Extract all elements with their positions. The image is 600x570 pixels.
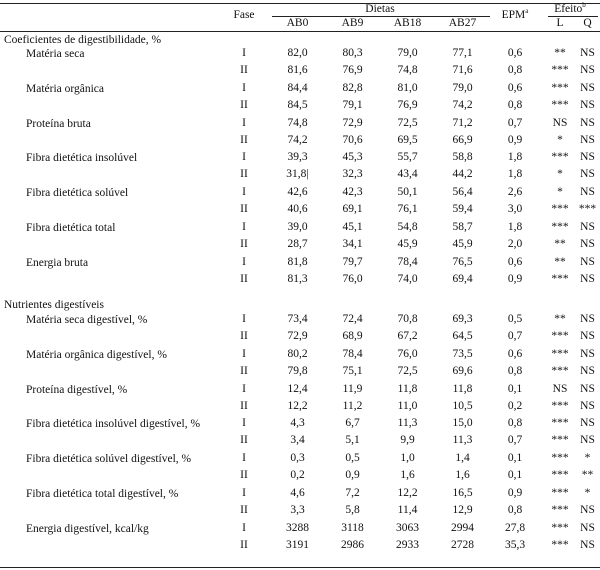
cell-fase: I — [242, 81, 246, 94]
cell-ab18: 1,6 — [400, 469, 415, 482]
cell-epm: 0,7 — [507, 330, 523, 342]
cell-ab18: 54,8 — [397, 221, 418, 233]
cell-ab9: 78,4 — [342, 347, 363, 360]
header-epm: EPM$^a$ — [501, 7, 529, 21]
cell-ab18: 76,9 — [397, 98, 418, 111]
cell-ab27: 2994 — [451, 521, 474, 534]
cell-epm: 0,6 — [507, 255, 523, 268]
cell-fase: II — [240, 399, 248, 412]
cell-ab9: 68,9 — [342, 330, 363, 342]
header-diet-2: AB18 — [393, 17, 422, 29]
cell-ab27: 12,9 — [452, 504, 473, 516]
cell-ab18: 12,2 — [397, 487, 418, 499]
cell-ab27: 71,6 — [452, 64, 473, 76]
cell-ab9: 79,7 — [342, 255, 363, 268]
cell-effect-q: NS — [580, 504, 595, 516]
cell-effect-l: *** — [551, 81, 569, 94]
cell-ab27: 1,4 — [455, 452, 470, 465]
cell-effect-q: * — [584, 487, 591, 499]
cell-fase: I — [242, 151, 246, 164]
cell-ab18: 11,3 — [397, 417, 418, 430]
cell-effect-q: *** — [578, 203, 597, 216]
cell-fase: I — [242, 116, 246, 129]
cell-ab0: 3288 — [286, 521, 309, 534]
cell-effect-l: *** — [551, 203, 569, 216]
bottom-rule — [0, 567, 600, 568]
cell-ab27: 69,3 — [452, 313, 473, 325]
row-label: Fibra dietética insolúvel digestível, % — [26, 418, 201, 431]
cell-effect-q: NS — [580, 81, 595, 94]
cell-ab9: 34,1 — [342, 238, 363, 250]
cell-effect-q: NS — [580, 238, 595, 250]
cell-ab27: 59,4 — [452, 203, 473, 216]
cell-ab9: 76,9 — [342, 64, 363, 76]
cell-ab9: 3118 — [341, 521, 364, 534]
cell-fase: II — [240, 64, 248, 76]
cell-ab0: 12,2 — [287, 399, 308, 412]
cell-epm: 3,0 — [507, 203, 523, 216]
cell-effect-q: NS — [580, 255, 595, 268]
cell-ab27: 74,2 — [452, 98, 473, 111]
cell-epm: 0,8 — [507, 504, 523, 516]
cell-effect-l: *** — [551, 221, 569, 233]
cell-ab9: 6,7 — [345, 417, 360, 430]
cell-ab18: 43,4 — [397, 168, 418, 181]
cell-ab27: 58,7 — [452, 221, 473, 233]
section-title: Coeficientes de digestibilidade, % — [4, 34, 162, 46]
cell-ab0: 31,8| — [286, 168, 309, 181]
cell-epm: 0,1 — [507, 382, 523, 395]
cell-ab0: 39,3 — [287, 151, 308, 164]
cell-fase: II — [240, 434, 248, 447]
cell-ab0: 81,3 — [287, 272, 308, 285]
cell-effect-l: *** — [551, 151, 569, 164]
cell-ab27: 15,0 — [452, 417, 473, 430]
cell-epm: 0,9 — [507, 272, 523, 285]
cell-fase: II — [240, 330, 248, 342]
cell-ab0: 0,2 — [290, 469, 305, 482]
row-label: Matéria orgânica — [26, 82, 105, 95]
cell-ab27: 10,5 — [452, 399, 473, 412]
cell-fase: II — [240, 272, 248, 285]
cell-ab9: 70,6 — [342, 133, 363, 146]
cell-effect-l: *** — [551, 364, 569, 377]
row-label: Energia digestível, kcal/kg — [26, 522, 149, 535]
cell-fase: II — [240, 168, 248, 181]
header-diet-1: AB9 — [341, 17, 364, 29]
cell-ab0: 4,3 — [290, 417, 305, 430]
row-label: Fibra dietética solúvel — [26, 187, 129, 200]
cell-effect-q: * — [584, 452, 591, 465]
cell-ab27: 76,5 — [452, 255, 473, 268]
cell-ab9: 42,3 — [342, 186, 363, 199]
cell-epm: 0,6 — [507, 81, 523, 94]
cell-ab27: 11,8 — [452, 382, 473, 395]
cell-effect-q: NS — [580, 116, 595, 129]
cell-effect-l: NS — [552, 116, 568, 129]
row-label: Fibra dietética insolúvel — [26, 152, 138, 165]
cell-epm: 0,8 — [507, 364, 523, 377]
cell-effect-l: *** — [551, 399, 569, 412]
cell-ab18: 9,9 — [400, 434, 415, 447]
row-label: Matéria orgânica digestível, % — [26, 348, 167, 361]
cell-fase: I — [242, 521, 246, 534]
cell-effect-q: NS — [580, 347, 595, 360]
cell-fase: II — [240, 504, 248, 516]
cell-ab9: 5,8 — [345, 504, 360, 516]
cell-effect-l: *** — [551, 98, 569, 111]
cell-fase: II — [240, 133, 248, 146]
cell-fase: I — [242, 382, 246, 395]
cell-epm: 0,1 — [507, 452, 523, 465]
cell-ab0: 80,2 — [287, 347, 308, 360]
cell-epm: 0,8 — [507, 64, 523, 76]
cell-ab18: 78,4 — [397, 255, 418, 268]
cell-fase: II — [240, 538, 248, 551]
cell-epm: 0,8 — [507, 417, 523, 430]
row-label: Fibra dietética solúvel digestível, % — [26, 453, 192, 466]
cell-ab27: 2728 — [451, 538, 474, 551]
cell-epm: 2,0 — [507, 238, 523, 250]
cell-effect-q: NS — [580, 64, 595, 76]
row-label: Energia bruta — [26, 256, 89, 269]
cell-effect-l: ** — [554, 255, 566, 268]
cell-epm: 0,5 — [507, 313, 523, 325]
cell-ab9: 0,9 — [345, 469, 360, 482]
cell-ab18: 69,5 — [397, 133, 418, 146]
cell-fase: II — [240, 98, 248, 111]
cell-ab9: 76,0 — [342, 272, 363, 285]
cell-effect-q: NS — [580, 382, 595, 395]
row-label: Proteína digestível, % — [26, 383, 128, 396]
header-effect-q: Q — [583, 17, 592, 29]
row-label: Fibra dietética total — [26, 222, 116, 234]
cell-effect-l: *** — [551, 347, 569, 360]
cell-ab27: 11,3 — [452, 434, 473, 447]
cell-ab9: 32,3 — [342, 168, 363, 181]
cell-effect-l: *** — [551, 538, 569, 551]
cell-effect-l: *** — [551, 417, 569, 430]
cell-epm: 35,3 — [504, 538, 526, 551]
cell-effect-l: * — [557, 133, 563, 146]
cell-ab27: 16,5 — [452, 487, 473, 499]
cell-ab18: 74,0 — [397, 272, 418, 285]
cell-ab18: 74,8 — [397, 64, 418, 76]
cell-effect-q: NS — [580, 313, 595, 325]
cell-ab9: 75,1 — [342, 364, 363, 377]
cell-effect-q: NS — [580, 168, 595, 181]
cell-epm: 0,7 — [507, 434, 523, 447]
cell-ab27: 64,5 — [452, 330, 473, 342]
cell-fase: I — [242, 347, 246, 360]
cell-effect-l: *** — [551, 452, 569, 465]
cell-fase: I — [242, 47, 246, 59]
cell-ab9: 69,1 — [342, 203, 363, 216]
cell-epm: 1,8 — [507, 151, 523, 164]
header-fase: Fase — [233, 9, 255, 21]
cell-fase: I — [242, 417, 246, 430]
cell-ab9: 45,1 — [342, 221, 363, 233]
cell-effect-l: *** — [551, 330, 569, 342]
cell-ab27: 71,2 — [452, 116, 473, 129]
cell-effect-q: NS — [580, 364, 595, 377]
cell-epm: 0,7 — [507, 116, 523, 129]
cell-ab0: 3,4 — [290, 434, 305, 447]
cell-effect-q: NS — [580, 538, 595, 551]
row-label: Proteína bruta — [26, 117, 91, 130]
cell-ab9: 79,1 — [342, 98, 363, 111]
cell-epm: 27,8 — [504, 521, 526, 534]
cell-effect-q: NS — [580, 47, 595, 59]
header-dietas: Dietas — [365, 3, 395, 15]
cell-ab0: 72,9 — [287, 330, 308, 342]
cell-ab18: 2933 — [396, 538, 419, 551]
cell-ab0: 82,0 — [287, 47, 308, 59]
cell-ab18: 11,8 — [397, 382, 418, 395]
cell-ab0: 74,8 — [287, 116, 308, 129]
cell-ab18: 76,0 — [397, 347, 418, 360]
cell-ab18: 50,1 — [397, 186, 418, 199]
cell-ab9: 2986 — [341, 538, 364, 551]
cell-ab0: 84,4 — [287, 81, 308, 94]
cell-effect-q: NS — [580, 133, 595, 146]
cell-ab27: 1,6 — [455, 469, 470, 482]
cell-ab0: 0,3 — [290, 452, 305, 465]
cell-ab0: 42,6 — [287, 186, 308, 199]
header-effect-l: L — [556, 17, 564, 29]
cell-epm: 0,2 — [507, 399, 523, 412]
cell-fase: I — [242, 313, 246, 325]
cell-fase: II — [240, 364, 248, 377]
cell-epm: 0,6 — [507, 47, 523, 59]
header-diet-3: AB27 — [448, 17, 477, 29]
cell-ab27: 44,2 — [452, 168, 473, 181]
cell-effect-q: NS — [580, 272, 595, 285]
cell-ab0: 40,6 — [287, 203, 308, 216]
cell-fase: I — [242, 186, 246, 199]
cell-ab27: 45,9 — [452, 238, 473, 250]
cell-ab9: 45,3 — [342, 151, 363, 164]
cell-epm: 1,8 — [507, 168, 523, 181]
cell-effect-l: *** — [551, 469, 569, 482]
cell-epm: 1,8 — [507, 221, 523, 233]
cell-ab27: 73,5 — [452, 347, 473, 360]
row-label: Fibra dietética total digestível, % — [26, 488, 179, 500]
cell-fase: I — [242, 452, 246, 465]
cell-ab0: 79,8 — [287, 364, 308, 377]
cell-ab18: 11,4 — [397, 504, 418, 516]
cell-ab0: 4,6 — [290, 487, 305, 499]
cell-effect-l: ** — [554, 238, 566, 250]
cell-effect-l: *** — [551, 64, 569, 76]
cell-ab9: 11,2 — [342, 399, 363, 412]
cell-ab18: 11,0 — [397, 399, 418, 412]
cell-ab27: 66,9 — [452, 133, 473, 146]
cell-ab18: 67,2 — [397, 330, 418, 342]
cell-effect-l: NS — [552, 382, 568, 395]
cell-ab18: 1,0 — [400, 452, 415, 465]
cell-ab9: 0,5 — [345, 452, 360, 465]
cell-effect-q: NS — [580, 151, 595, 164]
cell-effect-q: NS — [580, 399, 595, 412]
cell-fase: II — [240, 238, 248, 250]
row-label: Matéria seca — [26, 48, 85, 60]
cell-effect-q: NS — [580, 221, 595, 233]
cell-effect-q: NS — [580, 434, 595, 447]
cell-ab18: 70,8 — [397, 313, 418, 325]
cell-effect-q: ** — [581, 469, 594, 482]
cell-ab0: 81,8 — [287, 255, 308, 268]
cell-ab9: 82,8 — [342, 81, 363, 94]
cell-ab0: 39,0 — [287, 221, 308, 233]
cell-ab0: 12,4 — [287, 382, 308, 395]
cell-epm: 0,1 — [507, 469, 523, 482]
cell-ab27: 79,0 — [452, 81, 473, 94]
cell-ab27: 58,8 — [452, 151, 473, 164]
cell-effect-q: NS — [580, 98, 595, 111]
cell-fase: I — [242, 487, 246, 499]
cell-fase: II — [240, 469, 248, 482]
cell-ab9: 5,1 — [345, 434, 360, 447]
cell-effect-q: NS — [580, 330, 595, 342]
cell-effect-q: NS — [580, 417, 595, 430]
cell-ab9: 80,3 — [342, 47, 363, 59]
header-rule — [0, 31, 600, 32]
header-diet-0: AB0 — [286, 17, 309, 29]
cell-ab27: 77,1 — [452, 47, 473, 59]
cell-ab18: 72,5 — [397, 116, 418, 129]
cell-epm: 0,6 — [507, 347, 523, 360]
cell-effect-l: * — [557, 168, 563, 181]
cell-ab0: 84,5 — [287, 98, 308, 111]
cell-epm: 0,9 — [507, 487, 523, 499]
cell-fase: I — [242, 255, 246, 268]
cell-ab27: 69,6 — [452, 364, 473, 377]
cell-effect-q: NS — [580, 186, 595, 199]
section-title: Nutrientes digestíveis — [4, 299, 104, 311]
cell-ab18: 3063 — [396, 521, 419, 534]
cell-ab0: 81,6 — [287, 64, 308, 76]
cell-effect-q: NS — [580, 521, 595, 534]
cell-ab18: 72,5 — [397, 364, 418, 377]
cell-ab18: 76,1 — [397, 203, 418, 216]
cell-effect-l: ** — [554, 47, 566, 59]
cell-ab0: 73,4 — [287, 313, 308, 325]
cell-fase: I — [242, 221, 246, 233]
cell-epm: 0,8 — [507, 98, 523, 111]
cell-ab9: 7,2 — [345, 487, 360, 499]
cell-ab0: 3191 — [286, 538, 309, 551]
row-label: Matéria seca digestível, % — [26, 314, 148, 326]
header-efeito: Efeito$^b$ — [554, 1, 586, 15]
cell-ab18: 55,7 — [397, 151, 418, 164]
cell-effect-l: *** — [551, 487, 569, 499]
cell-effect-l: *** — [551, 434, 569, 447]
cell-ab0: 74,2 — [287, 133, 308, 146]
cell-effect-l: *** — [551, 521, 569, 534]
cell-effect-l: * — [557, 186, 563, 199]
cell-epm: 2,6 — [507, 186, 523, 199]
cell-ab0: 28,7 — [287, 238, 308, 250]
cell-ab27: 56,4 — [452, 186, 473, 199]
cell-ab27: 69,4 — [452, 272, 473, 285]
cell-ab9: 11,9 — [342, 382, 363, 395]
cell-ab18: 79,0 — [397, 47, 418, 59]
cell-effect-l: ** — [554, 313, 566, 325]
cell-ab9: 72,4 — [342, 313, 363, 325]
cell-fase: II — [240, 203, 248, 216]
cell-ab0: 3,3 — [290, 504, 305, 516]
cell-ab18: 45,9 — [397, 238, 418, 250]
cell-ab9: 72,9 — [342, 116, 363, 129]
cell-effect-l: *** — [551, 272, 569, 285]
cell-ab18: 81,0 — [397, 81, 418, 94]
cell-effect-l: *** — [551, 504, 569, 516]
cell-epm: 0,9 — [507, 133, 523, 146]
